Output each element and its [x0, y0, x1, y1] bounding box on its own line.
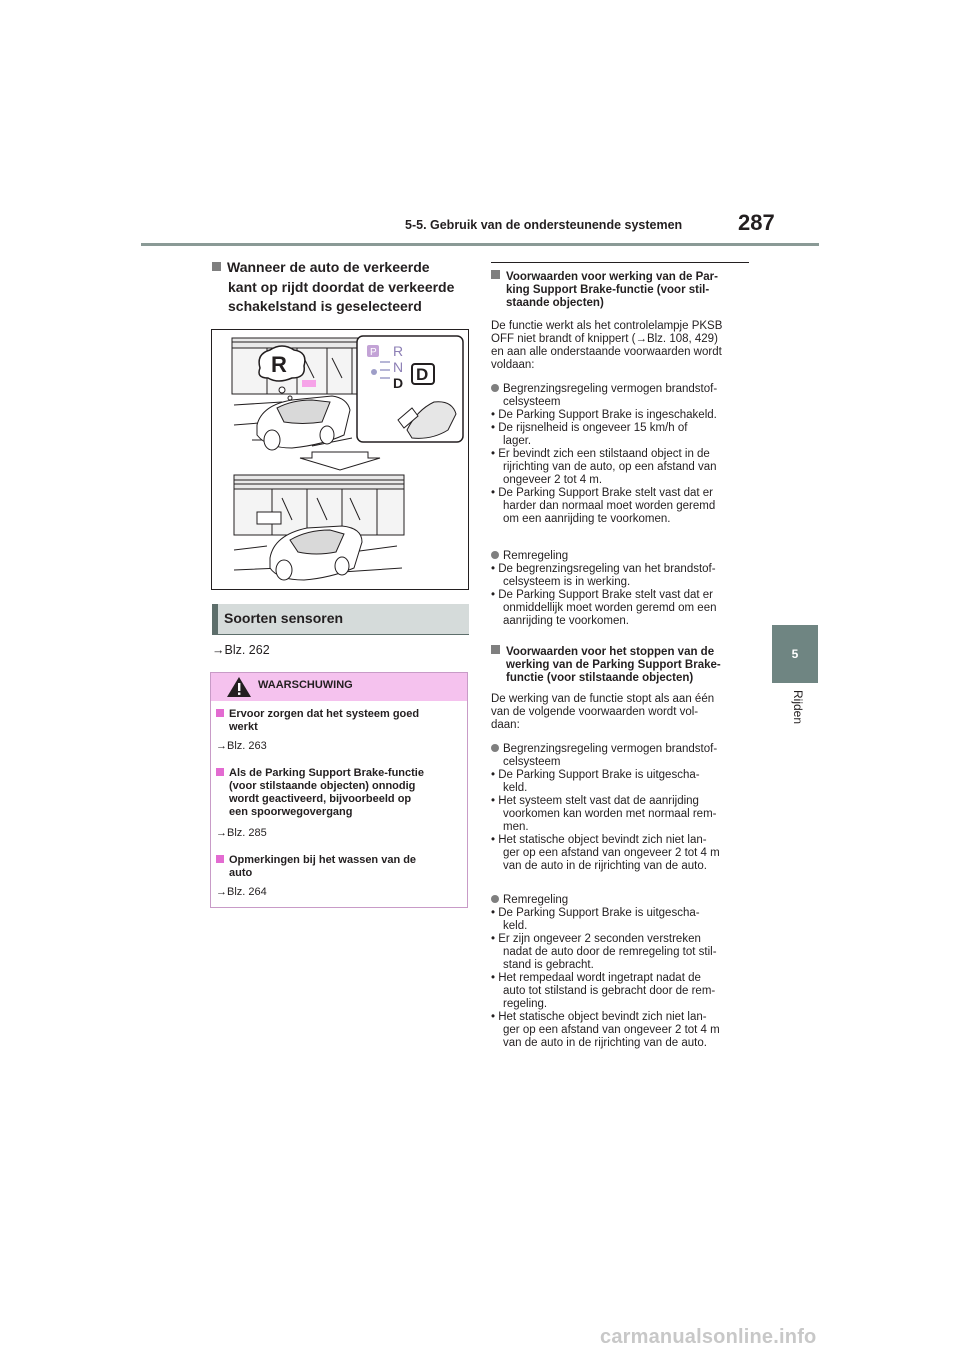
square-bullet-icon	[491, 645, 500, 654]
footer-watermark: carmanualsonline.info	[600, 1326, 817, 1348]
square-bullet-icon	[216, 709, 224, 717]
warning-item: Als de Parking Support Brake-functie (voor stilstaande objecten) onnodig wordt geactiveerd, bijvoorbeeld op een spoorwegovergang	[216, 767, 424, 819]
gear-d-label: D	[393, 375, 404, 391]
heading-line: Wanneer de auto de verkeerde	[227, 259, 430, 275]
square-bullet-icon	[491, 270, 500, 279]
warning-item: Ervoor zorgen dat het systeem goed werkt	[216, 708, 419, 734]
page-reference-link[interactable]: →Blz. 285	[216, 827, 267, 839]
condition-group-3: Begrenzingsregeling vermogen brandstof- celsysteem • De Parking Support Brake is uitgescha- keld. • Het systeem stelt vast dat de aanrijding voorkomen kan worden met normaal rem- men. • Het statische object bevindt zich niet lan- ger op een afstand van ongeveer 2 tot 4 m van de auto in de rijrichting van de auto.	[491, 743, 720, 872]
circle-bullet-icon	[491, 744, 499, 752]
gear-p-label: P	[370, 347, 377, 358]
page-number: 287	[738, 210, 775, 235]
chapter-tab: 5	[772, 625, 818, 683]
right-heading-2: Voorwaarden voor het stoppen van de werking van de Parking Support Brake- functie (voor stilstaande objecten)	[491, 645, 761, 685]
running-header: 5-5. Gebruik van de ondersteunende systemen	[405, 218, 683, 232]
gear-inset	[357, 336, 463, 442]
gear-r-label: R	[393, 343, 404, 359]
square-bullet-icon	[212, 262, 221, 271]
page-reference-link[interactable]: →Blz. 263	[216, 740, 267, 752]
square-bullet-icon	[216, 855, 224, 863]
chapter-tab-label: Rijden	[791, 690, 805, 725]
heading-line: kant op rijdt doordat de verkeerde	[228, 278, 455, 295]
paragraph-2: De werking van de functie stopt als aan één van de volgende voorwaarden wordt vol- daan:	[491, 693, 715, 731]
section-title: Soorten sensoren	[224, 610, 344, 626]
paragraph-1: De functie werkt als het controlelampje PKSB OFF niet brandt of knippert (→Blz. 108, 429) en aan alle onderstaande voorwaarden wordt voldaan:	[491, 320, 723, 371]
circle-bullet-icon	[491, 895, 499, 903]
circle-bullet-icon	[491, 384, 499, 392]
condition-group-1: Begrenzingsregeling vermogen brandstof- celsysteem • De Parking Support Brake is ingeschakeld. • De rijsnelheid is ongeveer 15 km/h of lager. • Er bevindt zich een stilstaand object in de rijrichting van de auto, op een afstand van ongeveer 2 tot 4 m. • De Parking Support Brake stelt vast dat er harder dan normaal moet worden geremd om een aanrijding te voorkomen.	[491, 383, 718, 525]
square-bullet-icon	[216, 768, 224, 776]
page-reference-link[interactable]: →Blz. 262	[212, 643, 270, 657]
right-heading-1: Voorwaarden voor werking van de Par- king Support Brake-functie (voor stil- staande objecten)	[491, 270, 761, 310]
left-heading	[212, 258, 474, 317]
circle-bullet-icon	[491, 551, 499, 559]
header-rule	[141, 243, 819, 246]
heading-line: schakelstand is geselecteerd	[228, 298, 422, 314]
gear-n-label: N	[393, 359, 404, 375]
warning-triangle-icon	[226, 676, 252, 703]
condition-group-2: Remregeling • De begrenzingsregeling van het brandstof- celsysteem is in werking. • De Parking Support Brake stelt vast dat er onmiddellijk moet worden geremd om een aanrijding te voorkomen.	[491, 550, 717, 627]
wrong-gear-illustration	[211, 329, 469, 590]
section-rule	[212, 634, 469, 635]
warning-title: WAARSCHUWING	[258, 679, 353, 691]
page-reference-link[interactable]: →Blz. 264	[216, 886, 267, 898]
r-bubble-label: R	[271, 352, 287, 377]
warning-item: Opmerkingen bij het wassen van de auto	[216, 854, 416, 880]
d-box-label: D	[416, 365, 429, 384]
condition-group-4: Remregeling • De Parking Support Brake is uitgescha- keld. • Er zijn ongeveer 2 seconden verstreken nadat de auto door de remregeling tot stil- stand is gebracht. • Het rempedaal wordt ingetrapt nadat de auto tot stilstand is gebracht door de rem- regeling. • Het statische object bevindt zich niet lan- ger op een afstand van ongeveer 2 tot 4 m van de auto in de rijrichting van de auto.	[491, 894, 720, 1049]
right-column-rule	[491, 262, 749, 263]
